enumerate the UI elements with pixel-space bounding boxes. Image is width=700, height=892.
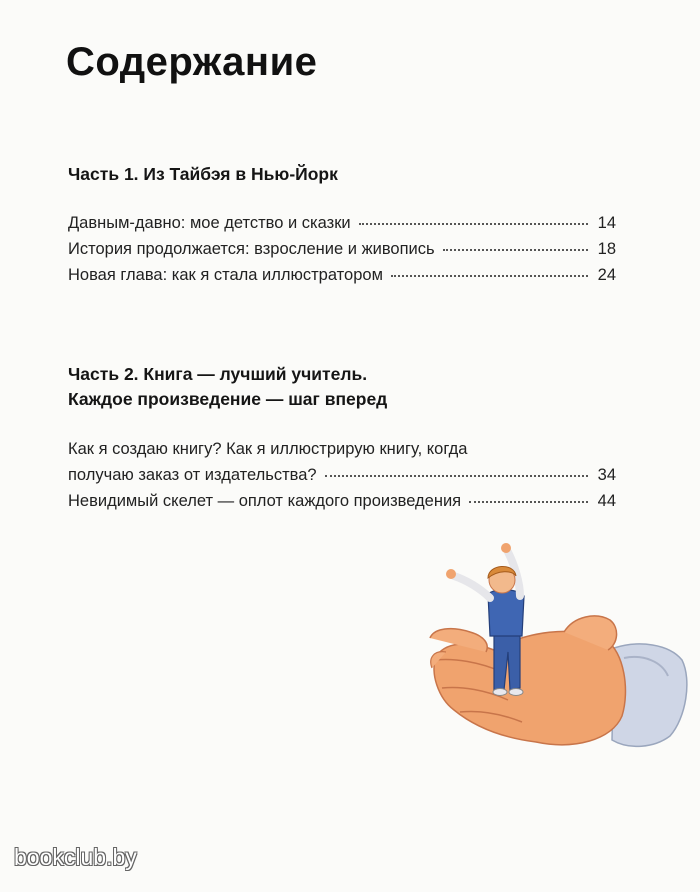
toc-entry-page: 24 bbox=[597, 266, 616, 284]
dot-leader bbox=[469, 500, 588, 503]
toc-entry-title: Невидимый скелет — оплот каждого произведения bbox=[68, 492, 462, 510]
toc-entry bbox=[68, 462, 616, 488]
part-2-heading-line-2: Каждое произведение — шаг вперед bbox=[68, 389, 388, 409]
dot-leader bbox=[325, 474, 588, 477]
dot-leader bbox=[391, 274, 588, 277]
toc-entry bbox=[68, 262, 616, 288]
page-title: Содержание bbox=[66, 40, 318, 84]
toc-entry-title: История продолжается: взросление и живопись bbox=[68, 240, 435, 258]
toc-entry-page: 34 bbox=[597, 466, 616, 484]
toc-entry-page: 18 bbox=[597, 240, 616, 258]
toc-entry bbox=[68, 236, 616, 262]
toc-entry-page: 14 bbox=[597, 214, 616, 232]
toc-entry bbox=[68, 210, 616, 236]
toc-entry-title: Новая глава: как я стала иллюстратором bbox=[68, 266, 383, 284]
part-1-heading: Часть 1. Из Тайбэя в Нью-Йорк bbox=[68, 164, 338, 184]
toc-entry-page: 44 bbox=[597, 492, 616, 510]
boy-on-hand-illustration bbox=[424, 540, 694, 770]
dot-leader bbox=[359, 222, 588, 225]
watermark-text: bookclub.by bbox=[14, 844, 137, 870]
toc-entry-title-line-1: Как я создаю книгу? Как я иллюстрирую книгу, когда bbox=[68, 440, 468, 458]
part-2-heading-line-1: Часть 2. Книга — лучший учитель. bbox=[68, 364, 368, 384]
toc-entry-title: Давным-давно: мое детство и сказки bbox=[68, 214, 351, 232]
toc-entry-title: получаю заказ от издательства? bbox=[68, 466, 317, 484]
dot-leader bbox=[443, 248, 588, 251]
toc-entry bbox=[68, 488, 616, 514]
